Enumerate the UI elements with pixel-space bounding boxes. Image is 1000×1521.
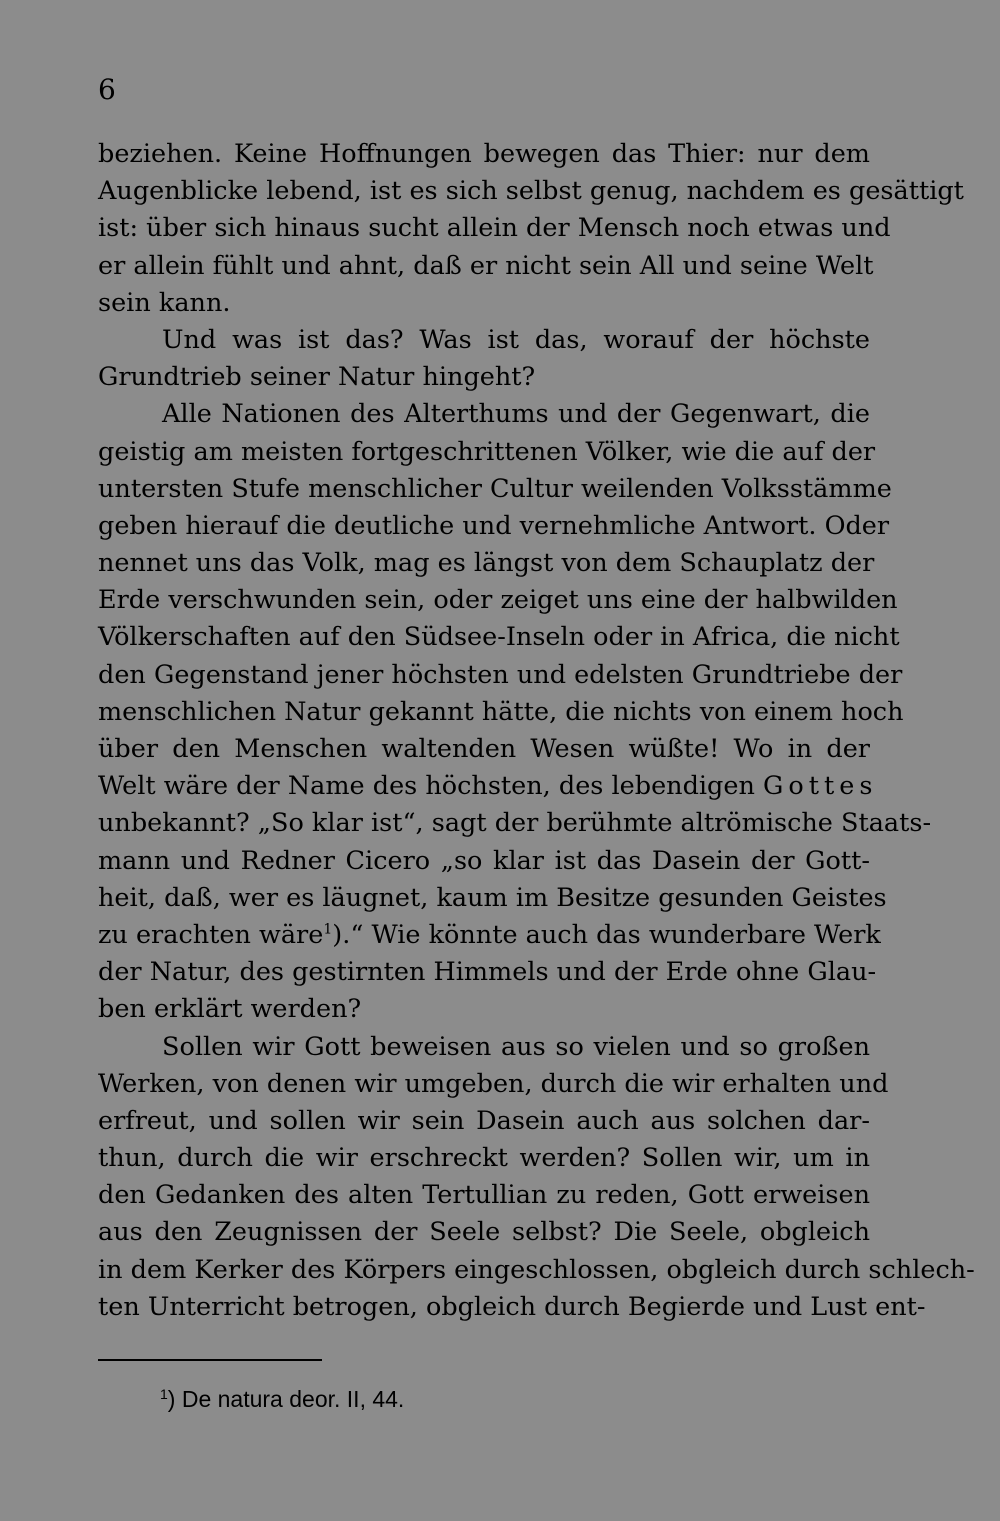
paragraph-2 — [98, 322, 870, 396]
text-line: Völkerschaften auf den Südsee-Inseln oder in Africa, die nicht — [98, 622, 900, 653]
paragraph-4 — [98, 1029, 975, 1327]
footnote-marker: 1 — [160, 1386, 168, 1402]
paragraph-1 — [98, 136, 964, 322]
text-line: Sollen wir Gott beweisen aus so vielen und so großen — [162, 1031, 870, 1062]
line-text: Welt wäre der Name des höchsten, des lebendigen — [98, 771, 755, 802]
text-line: der Natur, des gestirnten Himmels und der Erde ohne Glau- — [98, 957, 877, 988]
text-line: erfreut, und sollen wir sein Dasein auch aus solchen dar- — [98, 1105, 870, 1136]
text-line: mann und Redner Cicero „so klar ist das Dasein der Gott- — [98, 845, 870, 876]
footnote-ref: 1 — [323, 921, 333, 938]
text-line: heit, daß, wer es läugnet, kaum im Besitze gesunden Geistes — [98, 882, 887, 913]
text-line: geben hierauf die deutliche und vernehmliche Antwort. Oder — [98, 510, 890, 541]
text-line: untersten Stufe menschlicher Cultur weilenden Volksstämme — [98, 473, 892, 504]
body-text — [98, 136, 975, 1326]
text-line: aus den Zeugnissen der Seele selbst? Die Seele, obgleich — [98, 1217, 870, 1248]
page-number: 6 — [98, 73, 116, 106]
text-line: ist: über sich hinaus sucht allein der Mensch noch etwas und — [98, 213, 891, 244]
text-line: den Gedanken des alten Tertullian zu reden, Gott erweisen — [98, 1180, 870, 1211]
footnote — [160, 1378, 404, 1415]
text-line: beziehen. Keine Hoffnungen bewegen das Thier: nur dem — [98, 139, 870, 169]
text-line: Und was ist das? Was ist das, worauf der höchste — [162, 324, 870, 355]
spaced-word: Gottes — [763, 771, 878, 802]
text-line: in dem Kerker des Körpers eingeschlossen, obgleich durch schlech- — [98, 1254, 975, 1285]
text-line: Grundtrieb seiner Natur hingeht? — [98, 362, 536, 393]
text-line: geistig am meisten fortgeschrittenen Völker, wie die auf der — [98, 436, 876, 467]
text-line: über den Menschen waltenden Wesen wüßte! Wo in der — [98, 734, 870, 764]
text-line-with-footnote-ref — [98, 917, 881, 954]
text-line: Erde verschwunden sein, oder zeiget uns eine der halbwilden — [98, 585, 898, 616]
text-line: sein kann. — [98, 287, 231, 318]
text-line: Augenblicke lebend, ist es sich selbst genug, nachdem es gesättigt — [98, 176, 964, 207]
text-line: Alle Nationen des Alterthums und der Gegenwart, die — [162, 399, 870, 430]
text-line: Werken, von denen wir umgeben, durch die wir erhalten und — [98, 1068, 889, 1099]
paragraph-3 — [98, 396, 932, 1028]
text-line: er allein fühlt und ahnt, daß er nicht sein All und seine Welt — [98, 250, 874, 281]
footnote-divider — [98, 1359, 322, 1361]
footnote-text: ) De natura deor. II, 44. — [167, 1386, 405, 1412]
text-line: unbekannt? „So klar ist“, sagt der berühmte altrömische Staats- — [98, 808, 932, 839]
text-line: menschlichen Natur gekannt hätte, die nichts von einem hoch — [98, 696, 904, 727]
text-line: nennet uns das Volk, mag es längst von dem Schauplatz der — [98, 548, 875, 579]
text-line: thun, durch die wir erschreckt werden? Sollen wir, um in — [98, 1143, 870, 1174]
text-line-with-spaced-word — [98, 768, 878, 805]
text-line: den Gegenstand jener höchsten und edelsten Grundtriebe der — [98, 659, 903, 690]
text-line: ten Unterricht betrogen, obgleich durch Begierde und Lust ent- — [98, 1291, 926, 1322]
line-text: zu erachten wäre — [98, 919, 324, 950]
line-text: ).“ Wie könnte auch das wunderbare Werk — [332, 919, 881, 950]
text-line: ben erklärt werden? — [98, 994, 362, 1025]
